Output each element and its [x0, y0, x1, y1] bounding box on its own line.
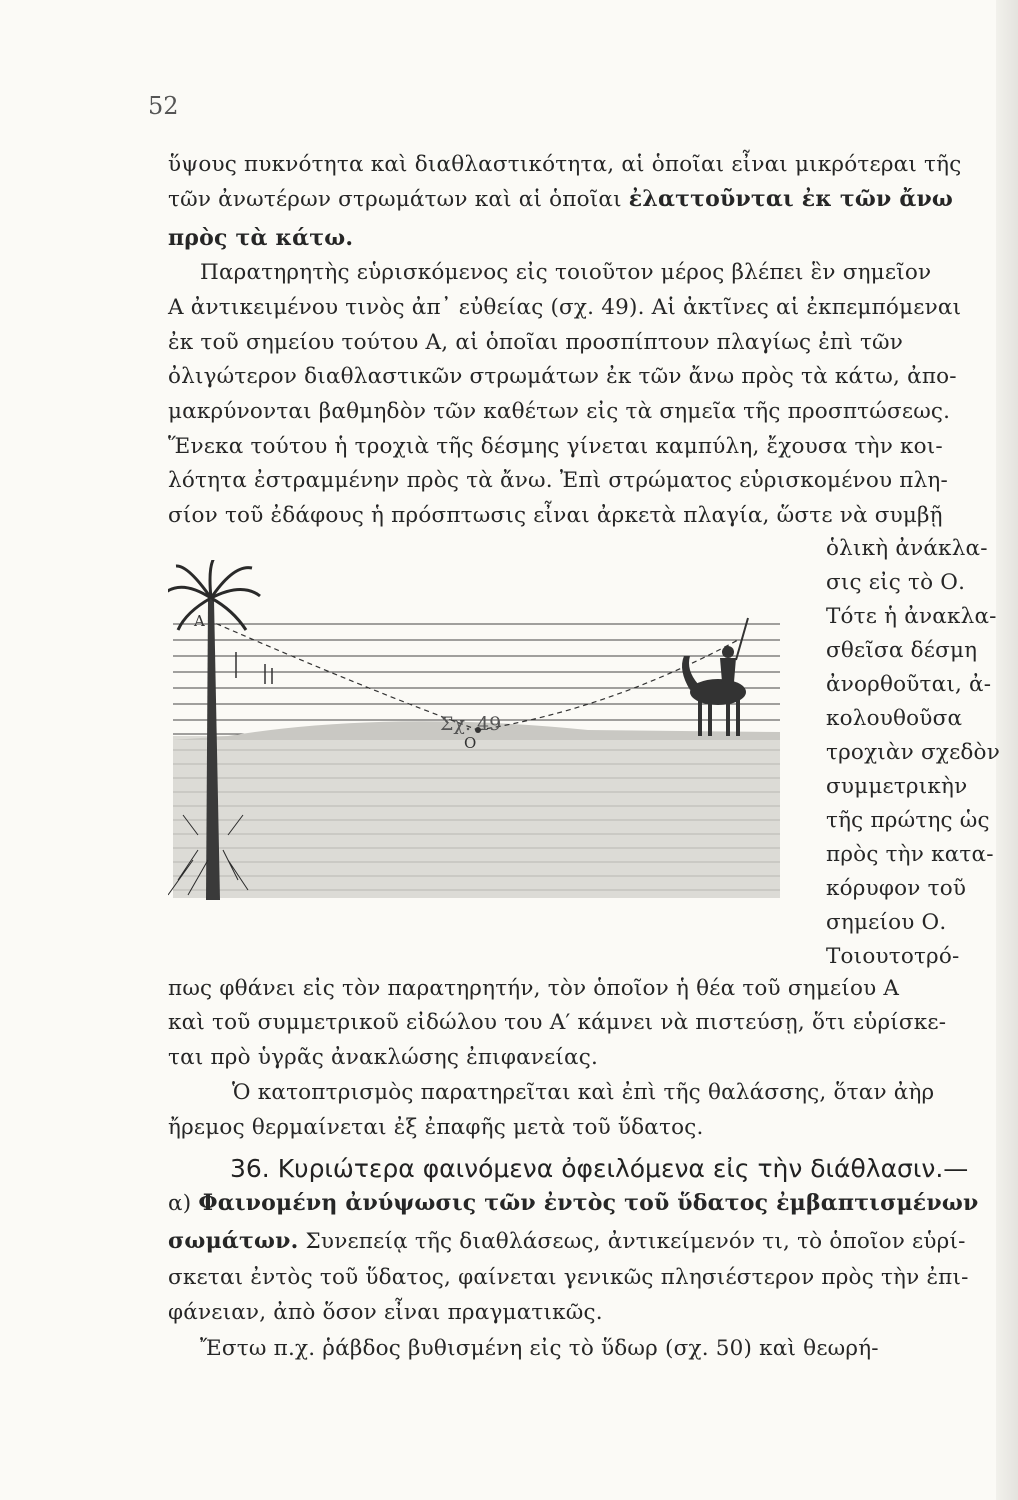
text-line — [168, 364, 957, 389]
text-line — [168, 468, 948, 493]
text-segment: ἀνορθοῦται, ἀ- — [826, 672, 992, 697]
figure-drawing — [168, 560, 798, 920]
text-line — [826, 842, 994, 867]
figure-label-a: Α — [194, 612, 205, 630]
text-line — [826, 672, 991, 697]
figure-label-o: Ο — [464, 734, 477, 752]
text-line — [826, 604, 997, 629]
text-segment: πρὸς τὴν κατα- — [826, 842, 994, 867]
text-segment: Ὁ κατοπτρισμὸς παρατηρεῖται καὶ ἐπὶ τῆς θαλάσσης, ὅταν ἀὴρ — [232, 1080, 935, 1105]
text-segment: σίον τοῦ ἐδάφους ἡ πρόσπτωσις εἶναι ἀρκετὰ πλαγία, ὥστε νὰ συμβῇ — [168, 503, 943, 528]
text-segment: ἐκ τοῦ σημείου τούτου Α, αἱ ὁποῖαι προσπίπτουν πλαγίως ἐπὶ τῶν — [168, 330, 904, 355]
text-segment: τροχιὰν σχεδὸν — [826, 740, 1000, 765]
text-segment: σθεῖσα δέσμη — [826, 638, 978, 663]
text-line — [168, 1010, 946, 1035]
text-segment: σκεται ἐντὸς τοῦ ὕδατος, φαίνεται γενικῶς πλησιέστερον πρὸς τὴν ἐπι- — [168, 1265, 969, 1290]
text-line — [168, 976, 899, 1001]
desert-ground — [173, 721, 780, 898]
text-line — [826, 808, 990, 833]
figure-49-mirage-illustration — [168, 560, 798, 920]
text-segment: σις εἰς τὸ Ο. — [826, 570, 966, 595]
bold-text: σωμάτων. — [168, 1228, 299, 1254]
figure-caption: Σχ. 49 — [440, 713, 502, 735]
text-line — [826, 774, 967, 799]
text-line — [168, 1228, 966, 1254]
text-line — [168, 1265, 969, 1290]
text-line — [168, 1115, 704, 1140]
page-number: 52 — [148, 92, 179, 120]
text-line — [168, 186, 953, 212]
text-segment: συμμετρικὴν — [826, 774, 968, 799]
text-segment: Συνεπείᾳ τῆς διαθλάσεως, ἀντικείμενόν τι, τὸ ὁποῖον εὑρί- — [298, 1229, 966, 1254]
text-line — [826, 536, 988, 561]
text-line — [826, 706, 962, 731]
text-segment: Τότε ἡ ἀνακλα- — [826, 604, 997, 629]
text-segment: Ἔστω π.χ. ῥάβδος βυθισμένη εἰς τὸ ὕδωρ (σχ. 50) καὶ θεωρή- — [200, 1336, 879, 1361]
text-segment: ἤρεμος θερμαίνεται ἐξ ἐπαφῆς μετὰ τοῦ ὕδατος. — [168, 1115, 704, 1140]
text-line — [200, 1336, 879, 1361]
text-line — [168, 152, 961, 177]
text-line — [826, 570, 965, 595]
text-line — [826, 740, 1000, 765]
text-line — [168, 1300, 603, 1325]
text-line — [168, 503, 943, 528]
text-line — [168, 1190, 978, 1216]
section-heading: 36. Κυριώτερα φαινόμενα ὀφειλόμενα εἰς τὴν διάθλασιν.— — [230, 1154, 969, 1183]
text-line — [826, 944, 960, 969]
text-segment: κολουθοῦσα — [826, 706, 963, 731]
text-line — [168, 1045, 598, 1070]
text-line — [826, 876, 966, 901]
text-line — [168, 295, 961, 320]
text-segment: ὁλικὴ ἀνάκλα- — [826, 536, 988, 561]
bold-text: Φαινομένη ἀνύψωσις τῶν ἐντὸς τοῦ ὕδατος ἐμβαπτισμένων — [198, 1190, 979, 1216]
text-segment: α) — [168, 1191, 199, 1216]
text-segment: τῆς πρώτης ὡς — [826, 808, 990, 833]
text-line — [168, 399, 950, 424]
text-line — [168, 330, 903, 355]
text-line — [826, 910, 946, 935]
bold-text: ἐλαττοῦνται ἐκ τῶν ἄνω — [628, 186, 954, 212]
text-segment: λότητα ἐστραμμένην πρὸς τὰ ἄνω. Ἐπὶ στρώματος εὑρισκομένου πλη- — [168, 468, 948, 493]
text-segment: Παρατηρητὴς εὑρισκόμενος εἰς τοιοῦτον μέρος βλέπει ἓν σημεῖον — [200, 260, 932, 285]
text-line — [168, 434, 943, 459]
text-segment: ται πρὸ ὑγρᾶς ἀνακλώσης ἐπιφανείας. — [168, 1045, 599, 1070]
text-segment: καὶ τοῦ συμμετρικοῦ εἰδώλου του Α′ κάμνει νὰ πιστεύσῃ, ὅτι εὑρίσκε- — [168, 1010, 947, 1035]
text-segment: πως φθάνει εἰς τὸν παρατηρητήν, τὸν ὁποῖον ἡ θέα τοῦ σημείου Α — [168, 976, 900, 1001]
text-segment: ὕψους πυκνότητα καὶ διαθλαστικότητα, αἱ ὁποῖαι εἶναι μικρότεραι τῆς — [168, 152, 962, 177]
text-segment: κόρυφον τοῦ — [826, 876, 967, 901]
text-segment: ὀλιγώτερον διαθλαστικῶν στρωμάτων ἐκ τῶν ἄνω πρὸς τὰ κάτω, ἀπο- — [168, 364, 957, 389]
bold-text: πρὸς τὰ κάτω. — [168, 225, 354, 251]
distant-structures — [236, 652, 272, 684]
text-segment: μακρύνονται βαθμηδὸν τῶν καθέτων εἰς τὰ σημεῖα τῆς προσπτώσεως. — [168, 399, 951, 424]
text-line — [232, 1080, 934, 1105]
text-segment: Ἕνεκα τούτου ἡ τροχιὰ τῆς δέσμης γίνεται καμπύλη, ἔχουσα τὴν κοι- — [168, 434, 943, 459]
text-segment: σημείου Ο. — [826, 910, 947, 935]
camel-and-rider — [682, 618, 748, 736]
text-line — [200, 260, 931, 285]
text-segment: τῶν ἀνωτέρων στρωμάτων καὶ αἱ ὁποῖαι — [168, 187, 629, 212]
text-segment: Α ἀντικειμένου τινὸς ἀπ᾽ εὐθείας (σχ. 49). Αἱ ἀκτῖνες αἱ ἐκπεμπόμεναι — [168, 295, 962, 320]
text-line — [826, 638, 977, 663]
text-segment: φάνειαν, ἀπὸ ὅσον εἶναι πραγματικῶς. — [168, 1300, 603, 1325]
text-segment: Τοιουτοτρό- — [826, 944, 960, 969]
text-line — [168, 225, 353, 251]
